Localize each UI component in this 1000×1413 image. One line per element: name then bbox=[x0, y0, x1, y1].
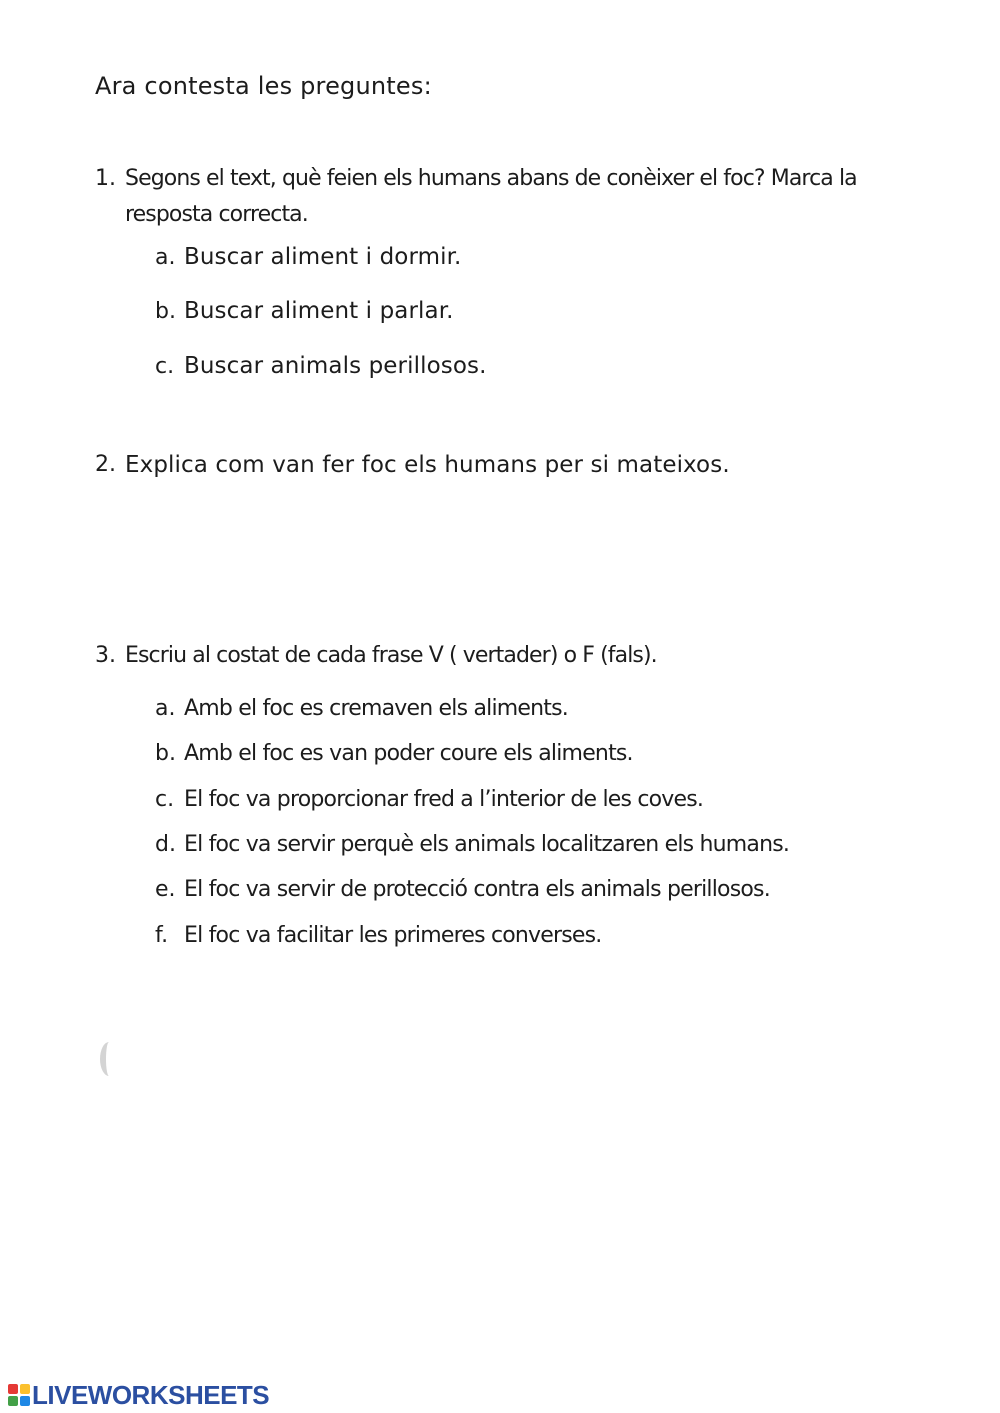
statement-c-letter: c. bbox=[155, 787, 175, 812]
statement-a-letter: a. bbox=[155, 696, 176, 721]
page-heading: Ara contesta les preguntes: bbox=[95, 72, 432, 100]
question-1-text-line-1: Segons el text, què feien els humans abans de conèixer el foc? Marca la bbox=[125, 166, 857, 191]
question-1-number: 1. bbox=[95, 166, 116, 191]
question-2-number: 2. bbox=[95, 452, 116, 477]
question-3-text: Escriu al costat de cada frase V ( vertader) o F (fals). bbox=[125, 643, 657, 668]
liveworksheets-brand bbox=[8, 1379, 270, 1410]
statement-d-letter: d. bbox=[155, 832, 176, 857]
statement-f-letter: f. bbox=[155, 923, 169, 948]
statement-a: Amb el foc es cremaven els aliments. bbox=[184, 696, 568, 721]
liveworksheets-logo-icon bbox=[8, 1384, 30, 1406]
statement-d: El foc va servir perquè els animals localitzaren els humans. bbox=[184, 832, 790, 857]
question-1-option-b-letter: b. bbox=[155, 299, 176, 324]
statement-c: El foc va proporcionar fred a l’interior de les coves. bbox=[184, 787, 704, 812]
statement-e: El foc va servir de protecció contra els animals perillosos. bbox=[184, 877, 770, 902]
statement-b-letter: b. bbox=[155, 741, 176, 766]
question-1-option-c[interactable]: Buscar animals perillosos. bbox=[184, 353, 487, 379]
question-1-option-a-letter: a. bbox=[155, 245, 176, 270]
question-3-number: 3. bbox=[95, 643, 116, 668]
statement-f: El foc va facilitar les primeres converses. bbox=[184, 923, 602, 948]
question-2-text: Explica com van fer foc els humans per si mateixos. bbox=[125, 452, 730, 478]
statement-e-letter: e. bbox=[155, 877, 176, 902]
liveworksheets-brand-text: LIVEWORKSHEETS bbox=[32, 1379, 270, 1410]
statement-b: Amb el foc es van poder coure els aliments. bbox=[184, 741, 633, 766]
question-1-option-a[interactable]: Buscar aliment i dormir. bbox=[184, 244, 462, 270]
question-1-option-b[interactable]: Buscar aliment i parlar. bbox=[184, 298, 454, 324]
question-1-option-c-letter: c. bbox=[155, 354, 175, 379]
faint-bracket-mark bbox=[100, 1042, 118, 1076]
question-1-text-line-2: resposta correcta. bbox=[125, 202, 308, 227]
